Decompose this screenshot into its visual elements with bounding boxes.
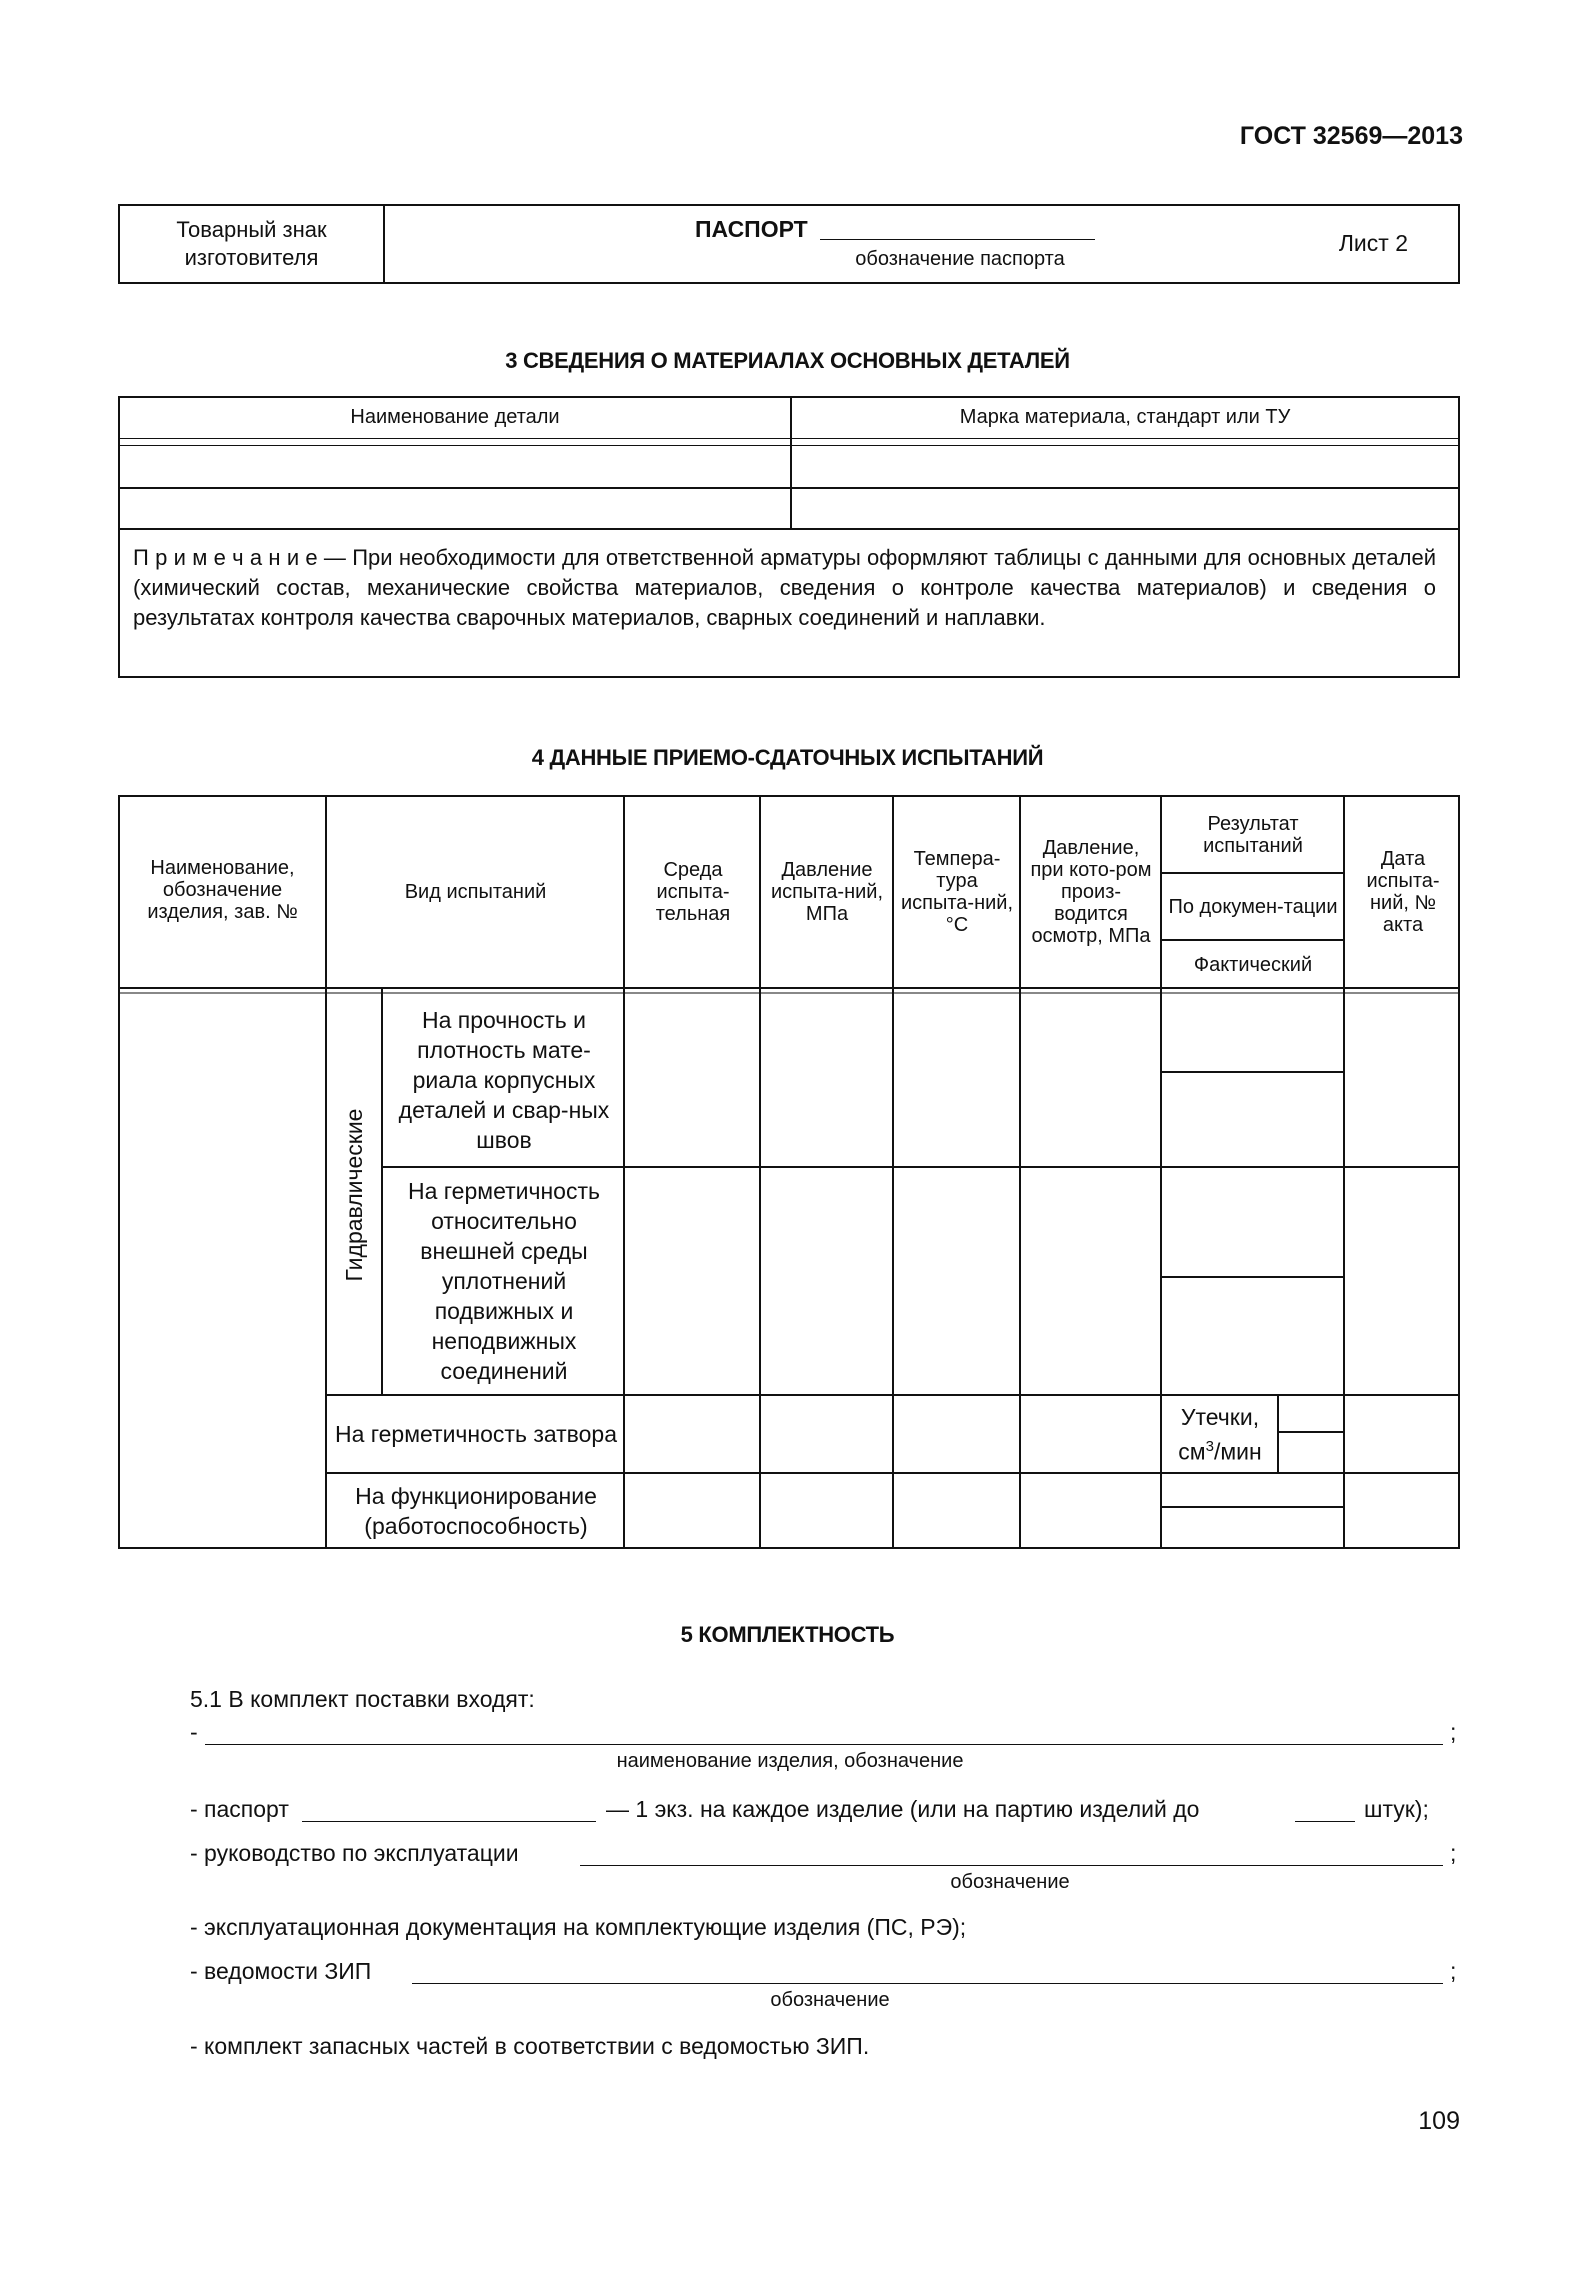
product-name-caption: наименование изделия, обозначение — [616, 1750, 964, 1772]
spare-list-designation-line — [412, 1961, 1443, 1984]
leak-unit — [1178, 1432, 1261, 1467]
batch-size-field — [1295, 1799, 1355, 1822]
header-test-temperature: Темпера-тура испыта-ний, °С — [900, 848, 1014, 936]
header-divider — [383, 206, 385, 282]
trademark-label: Товарный знак изготовителя — [176, 217, 327, 270]
passport-item: - паспорт — [190, 1796, 289, 1822]
row-line — [120, 438, 1458, 439]
passport-designation-caption: обозначение паспорта — [855, 248, 1065, 270]
spare-list-item: - ведомости ЗИП — [190, 1958, 372, 1984]
passport-header — [118, 204, 1460, 284]
sheet-number: Лист 2 — [1338, 230, 1408, 256]
row-functionality-test: На функционирование (работоспособность) — [355, 1483, 597, 1539]
leak-rate-label — [1163, 1397, 1277, 1471]
row-line — [120, 487, 1458, 489]
component-docs-item: - эксплуатационная документация на комплектующие изделия (ПС, РЭ); — [190, 1914, 967, 1940]
header-result-documented: По докумен-тации — [1168, 896, 1338, 918]
column-material-grade: Марка материала, стандарт или ТУ — [959, 406, 1291, 428]
row-line — [120, 445, 1458, 446]
section-3-title: 3 СВЕДЕНИЯ О МАТЕРИАЛАХ ОСНОВНЫХ ДЕТАЛЕЙ — [505, 348, 1070, 373]
spare-list-designation-caption: обозначение — [770, 1989, 890, 2011]
header-result: Результат испытаний — [1203, 812, 1303, 857]
note-label: П р и м е ч а н и е — [133, 545, 318, 570]
item-dash: - — [190, 1719, 198, 1745]
section-4-title: 4 ДАННЫЕ ПРИЕМО-СДАТОЧНЫХ ИСПЫТАНИЙ — [531, 745, 1044, 770]
row-gate-tightness-test: На герметичность затвора — [334, 1421, 618, 1447]
note-text: — При необходимости для ответственной арматуры оформляют таблицы с данными для основных деталей (химический состав, механические свойства материалов, сведения о контроле качества материалов) и сведения о результатах контроля качества сварочных материалов, сварных соединений и наплавки. — [133, 545, 1436, 630]
spare-parts-item: - комплект запасных частей в соответствии с ведомостью ЗИП. — [190, 2033, 870, 2059]
header-test-medium: Среда испыта-тельная — [655, 859, 731, 925]
manual-item: - руководство по эксплуатации — [190, 1840, 519, 1866]
leak-label: Утечки, — [1180, 1403, 1260, 1430]
acceptance-tests-table — [118, 795, 1460, 1549]
product-name-line — [205, 1722, 1443, 1745]
page-number: 109 — [1418, 2107, 1460, 2135]
passport-number-line — [820, 239, 1095, 240]
section-5-title: 5 КОМПЛЕКТНОСТЬ — [680, 1622, 895, 1647]
materials-table — [118, 396, 1460, 678]
row-line — [120, 528, 1458, 530]
header-product-name: Наименование, обозначение изделия, зав. № — [147, 857, 298, 923]
passport-label: ПАСПОРТ — [695, 216, 808, 242]
header-test-date: Дата испыта-ний, № акта — [1366, 848, 1440, 936]
column-part-name: Наименование детали — [350, 406, 560, 428]
spare-list-semicolon: ; — [1450, 1958, 1457, 1984]
row-external-tightness-test: На герметичность относительно внешней среды уплотнений подвижных и неподвижных соединений — [408, 1178, 600, 1384]
leak-unit-exponent: 3 — [1205, 1437, 1214, 1455]
standard-number: ГОСТ 32569—2013 — [1239, 122, 1463, 150]
materials-note — [133, 543, 1436, 633]
header-test-type: Вид испытаний — [404, 881, 547, 903]
item-semicolon: ; — [1450, 1719, 1457, 1745]
manual-semicolon: ; — [1450, 1840, 1457, 1866]
row-strength-test: На прочность и плотность мате-риала корпусных деталей и свар-ных швов — [398, 1007, 610, 1153]
column-divider — [790, 398, 792, 528]
hydraulic-tests-label: Гидравлические — [341, 1108, 367, 1282]
passport-quantity-text: — 1 экз. на каждое изделие (или на партию изделий до — [606, 1796, 1200, 1822]
header-test-pressure: Давление испыта-ний, МПа — [770, 859, 884, 925]
leak-unit-tail: /мин — [1213, 1438, 1262, 1465]
delivery-intro: 5.1 В комплект поставки входят: — [190, 1686, 535, 1712]
manual-designation-caption: обозначение — [950, 1871, 1070, 1893]
passport-pieces-text: штук); — [1364, 1796, 1429, 1822]
header-result-actual: Фактический — [1193, 953, 1313, 976]
leak-unit-base: см — [1178, 1438, 1206, 1465]
manual-designation-line — [580, 1843, 1443, 1866]
header-inspection-pressure: Давление, при кото-ром произ-водится осмотр, МПа — [1030, 837, 1152, 947]
passport-number-field — [302, 1799, 596, 1822]
